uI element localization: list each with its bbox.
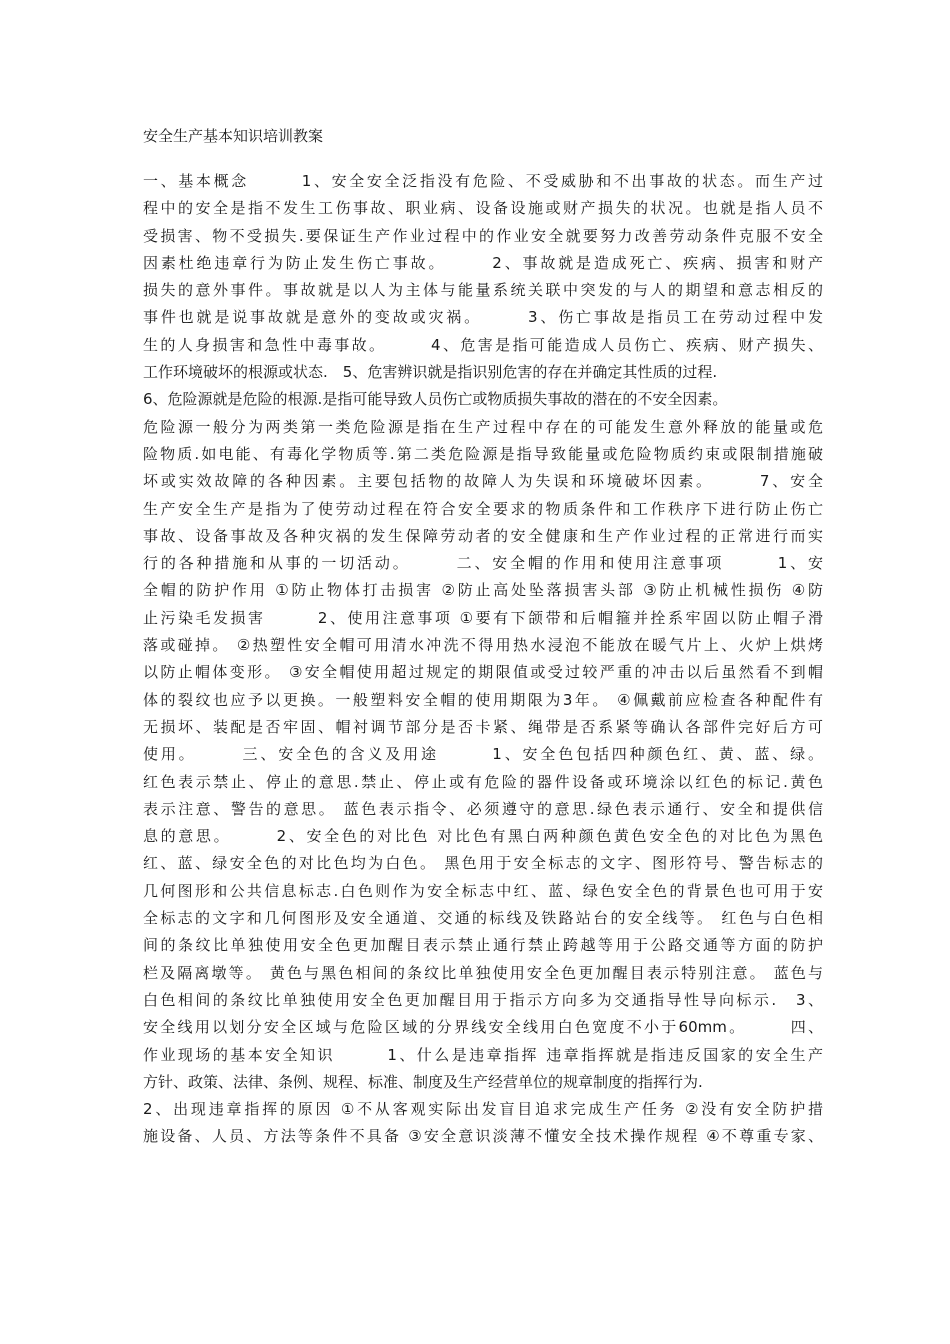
body-line: 无损坏、装配是否牢固、帽衬调节部分是否卡紧、绳带是否系紧等确认各部件完好后方可 [143, 717, 823, 736]
body-line: 坏或实效故障的各种因素。主要包括物的故障人为失误和环境破坏因素。 7、安全 [143, 472, 823, 491]
body-line: 程中的安全是指不发生工伤事故、职业病、设备设施或财产损失的状况。也就是指人员不 [143, 199, 823, 218]
body-line: 险物质.如电能、有毒化学物质等.第二类危险源是指导致能量或危险物质约束或限制措施破 [143, 444, 823, 463]
body-line: 行的各种措施和从事的一切活动。 二、安全帽的作用和使用注意事项 1、安 [143, 554, 823, 573]
body-line: 全帽的防护作用 ①防止物体打击损害 ②防止高处坠落损害头部 ③防止机械性损伤 ④防 [143, 581, 823, 600]
body-line: 一、基本概念 1、安全安全泛指没有危险、不受威胁和不出事故的状态。而生产过 [143, 172, 823, 190]
body-line: 损失的意外事件。事故就是以人为主体与能量系统关联中突发的与人的期望和意志相反的 [143, 281, 823, 300]
body-line: 体的裂纹也应予以更换。一般塑料安全帽的使用期限为3年。 ④佩戴前应检查各种配件有 [143, 690, 823, 709]
body-line: 表示注意、警告的意思。 蓝色表示指令、必须遵守的意思.绿色表示通行、安全和提供信 [143, 799, 823, 818]
body-line: 间的条纹比单独使用安全色更加醒目表示禁止通行禁止跨越等用于公路交通等方面的防护 [143, 936, 823, 955]
body-line: 施设备、人员、方法等条件不具备 ③安全意识淡薄不懂安全技术操作规程 ④不尊重专家、 [143, 1127, 823, 1146]
body-line: 因素杜绝违章行为防止发生伤亡事故。 2、事故就是造成死亡、疾病、损害和财产 [143, 253, 823, 272]
body-line: 落或碰掉。 ②热塑性安全帽可用清水冲洗不得用热水浸泡不能放在暖气片上、火炉上烘烤 [143, 636, 823, 655]
body-line: 事故、设备事故及各种灾祸的发生保障劳动者的安全健康和生产作业过程的正常进行而实 [143, 526, 823, 545]
body-line: 全标志的文字和几何图形及安全通道、交通的标线及铁路站台的安全线等。 红色与白色相 [143, 909, 823, 928]
body-line: 几何图形和公共信息标志.白色则作为安全标志中红、蓝、绿色安全色的背景色也可用于安 [143, 881, 823, 900]
document-title: 安全生产基本知识培训教案 [143, 127, 324, 145]
body-line: 止污染毛发损害 2、使用注意事项 ①要有下颌带和后帽箍并拴系牢固以防止帽子滑 [143, 608, 823, 627]
body-line: 红色表示禁止、停止的意思.禁止、停止或有危险的器件设备或环境涂以红色的标记.黄色 [143, 772, 823, 791]
body-line: 使用。 三、安全色的含义及用途 1、安全色包括四种颜色红、黄、蓝、绿。 [143, 745, 823, 764]
body-line: 红、蓝、绿安全色的对比色均为白色。 黑色用于安全标志的文字、图形符号、警告标志的 [143, 854, 823, 873]
body-line: 方针、政策、法律、条例、规程、标准、制度及生产经营单位的规章制度的指挥行为. [143, 1072, 703, 1091]
document-body [143, 168, 823, 1151]
body-line: 安全线用以划分安全区域与危险区域的分界线安全线用白色宽度不小于60mm。 四、 [143, 1018, 823, 1037]
body-line: 作业现场的基本安全知识 1、什么是违章指挥 违章指挥就是指违反国家的安全生产 [143, 1045, 823, 1064]
body-line: 工作环境破坏的根源或状态. 5、危害辨识就是指识别危害的存在并确定其性质的过程. [143, 363, 718, 382]
body-line: 栏及隔离墩等。 黄色与黑色相间的条纹比单独使用安全色更加醒目表示特别注意。 蓝色与 [143, 963, 823, 982]
body-line: 6、危险源就是危险的根源.是指可能导致人员伤亡或物质损失事故的潜在的不安全因素。 [143, 390, 728, 409]
body-line: 危险源一般分为两类第一类危险源是指在生产过程中存在的可能发生意外释放的能量或危 [143, 417, 823, 436]
body-line: 白色相间的条纹比单独使用安全色更加醒目用于指示方向多为交通指导性导向标示. 3、 [143, 990, 823, 1009]
body-line: 生产安全生产是指为了使劳动过程在符合安全要求的物质条件和工作秩序下进行防止伤亡 [143, 499, 823, 518]
body-line: 以防止帽体变形。 ③安全帽使用超过规定的期限值或受过较严重的冲击以后虽然看不到帽 [143, 663, 823, 682]
body-line: 2、出现违章指挥的原因 ①不从客观实际出发盲目追求完成生产任务 ②没有安全防护措 [143, 1100, 823, 1119]
body-line: 息的意思。 2、安全色的对比色 对比色有黑白两种颜色黄色安全色的对比色为黑色 [143, 827, 823, 846]
body-line: 生的人身损害和急性中毒事故。 4、危害是指可能造成人员伤亡、疾病、财产损失、 [143, 335, 823, 354]
body-line: 事件也就是说事故就是意外的变故或灾祸。 3、伤亡事故是指员工在劳动过程中发 [143, 308, 823, 327]
body-line: 受损害、物不受损失.要保证生产作业过程中的作业安全就要努力改善劳动条件克服不安全 [143, 226, 823, 245]
